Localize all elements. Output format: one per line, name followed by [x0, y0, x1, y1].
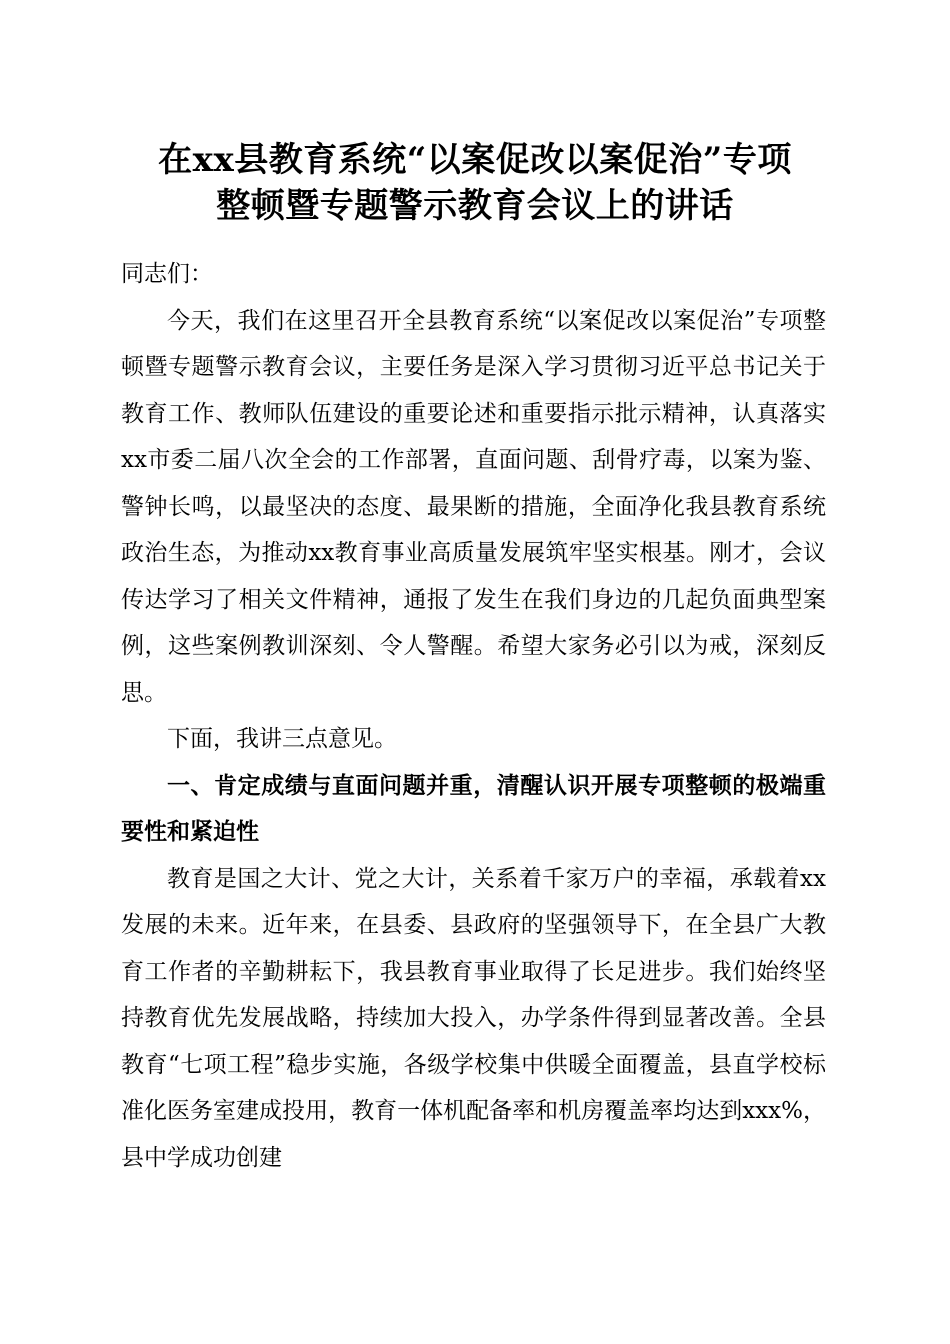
section-1-paragraph: 教育是国之大计、党之大计，关系着千家万户的幸福，承载着xx发展的未来。近年来，在县委、县政府的坚强领导下，在全县广大教育工作者的辛勤耕耘下，我县教育事业取得了长足进步。我们始终坚持教育优先发展战略，持续加大投入，办学条件得到显著改善。全县教育“七项工程”稳步实施，各级学校集中供暖全面覆盖，县直学校标准化医务室建成投用，教育一体机配备率和机房覆盖率均达到xxx%，县中学成功创建: [121, 865, 826, 1171]
salutation: 同志们：: [121, 261, 213, 287]
transition-paragraph: 下面，我讲三点意见。: [167, 726, 397, 752]
document-title: [110, 137, 840, 229]
intro-paragraph: 今天，我们在这里召开全县教育系统“以案促改以案促治”专项整顿暨专题警示教育会议，主要任务是深入学习贯彻习近平总书记关于教育工作、教师队伍建设的重要论述和重要指示批示精神，认真落实xx市委二届八次全会的工作部署，直面问题、刮骨疗毒，以案为鉴、警钟长鸣，以最坚决的态度、最果断的措施，全面净化我县教育系统政治生态，为推动xx教育事业高质量发展筑牢坚实根基。刚才，会议传达学习了相关文件精神，通报了发生在我们身边的几起负面典型案例，这些案例教训深刻、令人警醒。希望大家务必引以为戒，深刻反思。: [121, 307, 826, 706]
title-line-2: 整顿暨专题警示教育会议上的讲话: [216, 186, 734, 226]
document-body: [121, 251, 826, 1181]
section-1-heading: 一、肯定成绩与直面问题并重，清醒认识开展专项整顿的极端重要性和紧迫性: [121, 772, 826, 845]
title-line-1: 在xx县教育系统“以案促改以案促治”专项: [158, 140, 792, 180]
